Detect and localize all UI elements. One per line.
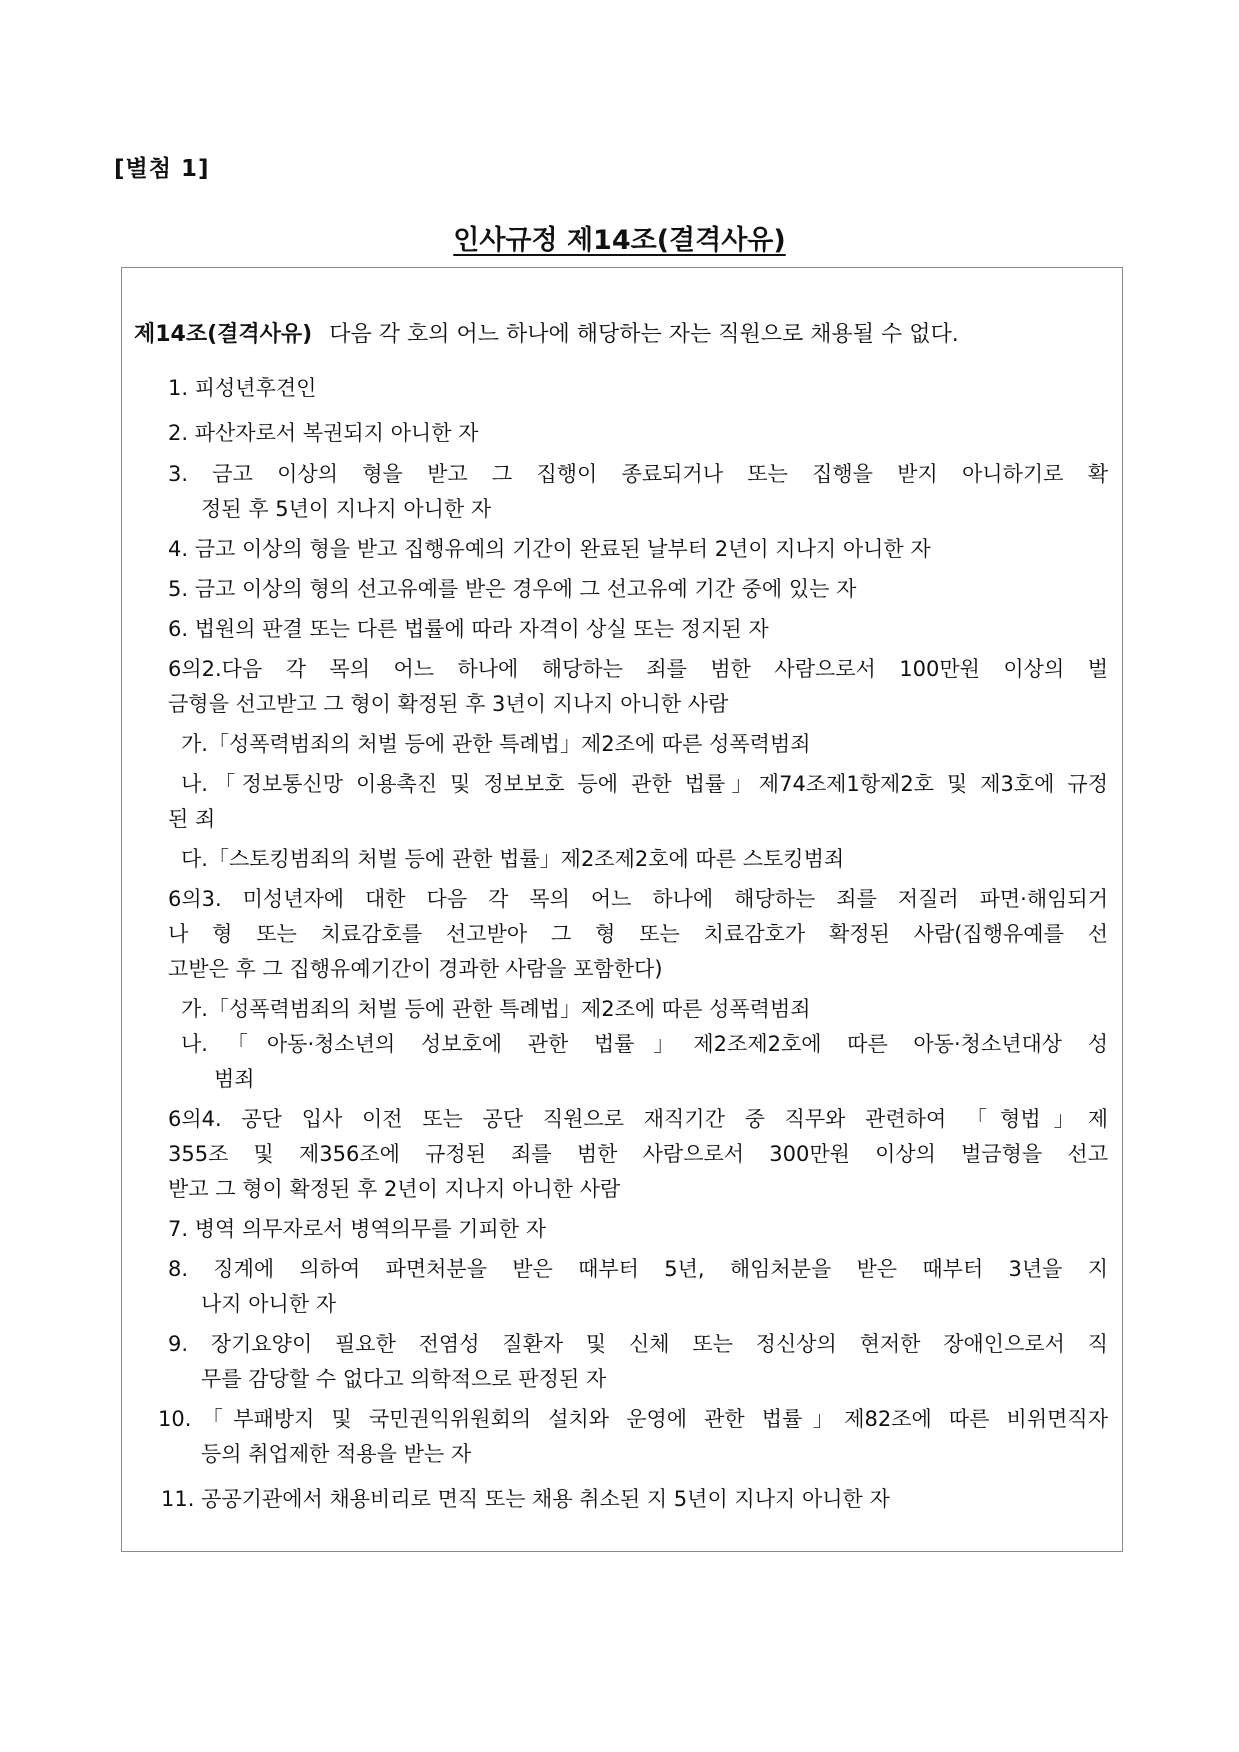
item-6-3-sub-b-line-2: 범죄 — [214, 1067, 255, 1091]
item-6-3-line-3: 고받은 후 그 집행유예기간이 경과한 사람을 포함한다) — [168, 957, 663, 981]
item-8-line-1: 8. 징계에 의하여 파면처분을 받은 때부터 5년, 해임처분을 받은 때부터 3년을 지 — [168, 1257, 1108, 1281]
article-intro: 다음 각 호의 어느 하나에 해당하는 자는 직원으로 채용될 수 없다. — [329, 322, 959, 347]
item-1: 1. 피성년후견인 — [168, 376, 317, 400]
item-7: 7. 병역 의무자로서 병역의무를 기피한 자 — [168, 1217, 546, 1241]
item-3-line-1: 3. 금고 이상의 형을 받고 그 집행이 종료되거나 또는 집행을 받지 아니하기로 확 — [168, 462, 1108, 486]
item-9-line-2: 무를 감당할 수 없다고 의학적으로 판정된 자 — [201, 1367, 607, 1391]
item-6-2-sub-b-line-1: 나.「정보통신망 이용촉진 및 정보보호 등에 관한 법률」제74조제1항제2호 및 제3호에 규정 — [181, 772, 1108, 796]
item-6-3-line-1: 6의3. 미성년자에 대한 다음 각 목의 어느 하나에 해당하는 죄를 저질러 파면·해임되거 — [168, 887, 1108, 911]
item-6: 6. 법원의 판결 또는 다른 법률에 따라 자격이 상실 또는 정지된 자 — [168, 617, 769, 641]
item-10-line-1: 10.「부패방지 및 국민권익위원회의 설치와 운영에 관한 법률」제82조에 따른 비위면직자 — [158, 1407, 1108, 1431]
item-2: 2. 파산자로서 복권되지 아니한 자 — [168, 421, 479, 445]
item-6-4-line-3: 받고 그 형이 확정된 후 2년이 지나지 아니한 사람 — [168, 1177, 621, 1201]
item-6-2-line-1: 6의2.다음 각 목의 어느 하나에 해당하는 죄를 범한 사람으로서 100만원 이상의 벌 — [168, 657, 1108, 681]
item-8-line-2: 나지 아니한 자 — [201, 1292, 337, 1316]
item-6-4-line-2: 355조 및 제356조에 규정된 죄를 범한 사람으로서 300만원 이상의 벌금형을 선고 — [168, 1142, 1108, 1166]
attachment-label: [별첨 1] — [114, 156, 210, 182]
item-6-2-line-2: 금형을 선고받고 그 형이 확정된 후 3년이 지나지 아니한 사람 — [168, 692, 729, 716]
item-11: 11. 공공기관에서 채용비리로 면직 또는 채용 취소된 지 5년이 지나지 아니한 자 — [161, 1487, 890, 1511]
item-4: 4. 금고 이상의 형을 받고 집행유예의 기간이 완료된 날부터 2년이 지나지 아니한 자 — [168, 537, 931, 561]
item-6-4-line-1: 6의4. 공단 입사 이전 또는 공단 직원으로 재직기간 중 직무와 관련하여 「형법」제 — [168, 1107, 1108, 1131]
item-10-line-2: 등의 취업제한 적용을 받는 자 — [201, 1442, 472, 1466]
item-6-2-sub-c: 다.「스토킹범죄의 처벌 등에 관한 법률」제2조제2호에 따른 스토킹범죄 — [181, 847, 845, 871]
item-3-line-2: 정된 후 5년이 지나지 아니한 자 — [201, 497, 492, 521]
item-6-3-line-2: 나 형 또는 치료감호를 선고받아 그 형 또는 치료감호가 확정된 사람(집행유예를 선 — [168, 922, 1108, 946]
article-line — [134, 322, 959, 348]
document-title — [0, 218, 1239, 257]
item-5: 5. 금고 이상의 형의 선고유예를 받은 경우에 그 선고유예 기간 중에 있는 자 — [168, 577, 857, 601]
document-title-text: 인사규정 제14조(결격사유) — [453, 225, 786, 256]
item-6-2-sub-a: 가.「성폭력범죄의 처벌 등에 관한 특례법」제2조에 따른 성폭력범죄 — [181, 732, 811, 756]
item-9-line-1: 9. 장기요양이 필요한 전염성 질환자 및 신체 또는 정신상의 현저한 장애인으로서 직 — [168, 1332, 1108, 1356]
item-6-3-sub-b-line-1: 나.「아동·청소년의 성보호에 관한 법률」제2조제2호에 따른 아동·청소년대상 성 — [181, 1032, 1108, 1056]
item-6-3-sub-a: 가.「성폭력범죄의 처벌 등에 관한 특례법」제2조에 따른 성폭력범죄 — [181, 997, 811, 1021]
item-6-2-sub-b-line-2: 된 죄 — [168, 807, 216, 831]
article-heading: 제14조(결격사유) — [134, 322, 313, 347]
